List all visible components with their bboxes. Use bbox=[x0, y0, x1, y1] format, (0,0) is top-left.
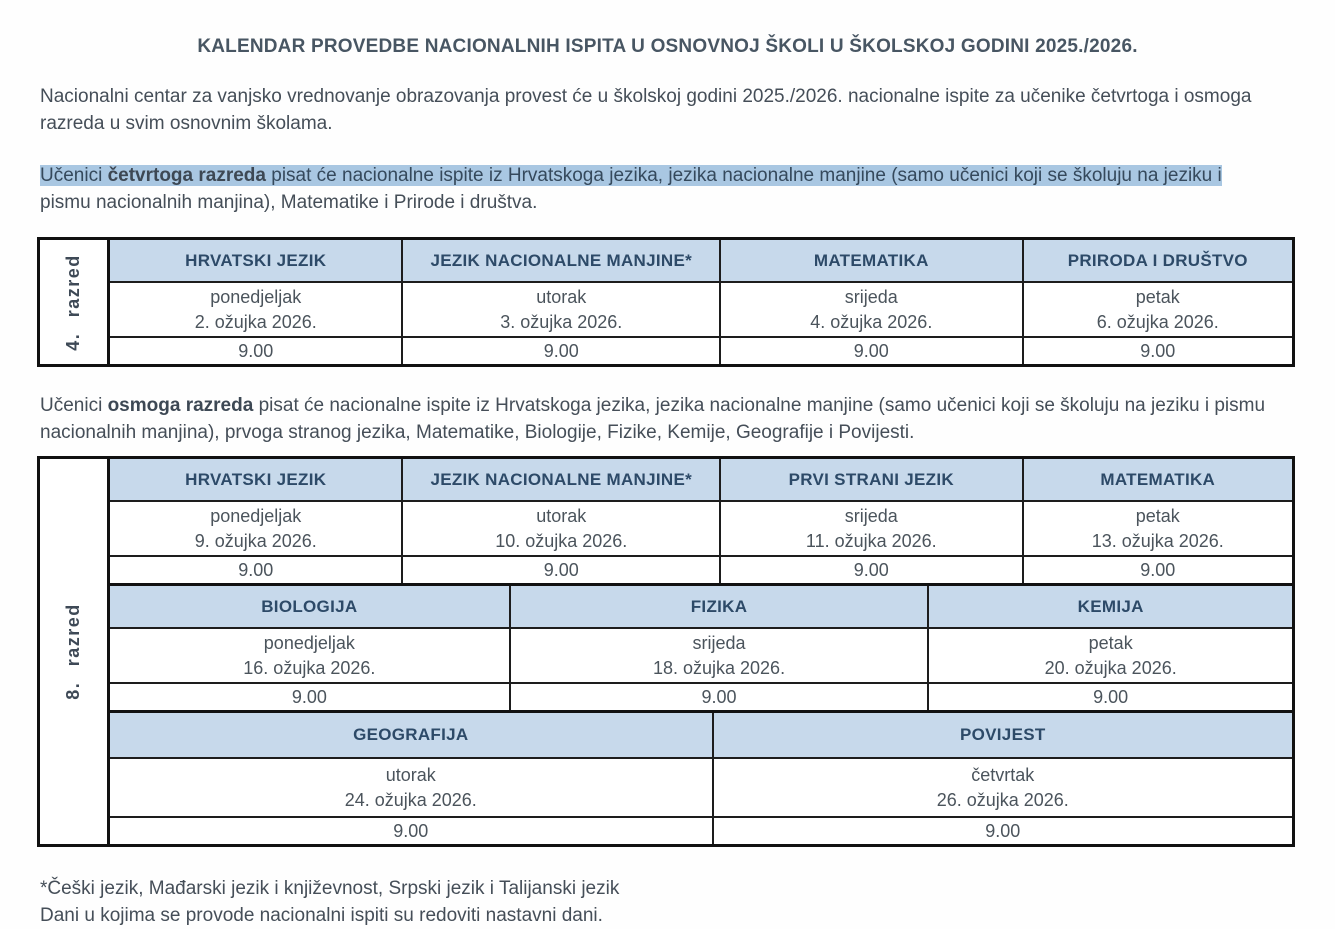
time-cell: 9.00 bbox=[403, 338, 721, 364]
date-label: 26. ožujka 2026. bbox=[936, 789, 1069, 810]
grade4-row-label: 4. razred bbox=[63, 253, 84, 351]
intro-paragraph: Nacionalni centar za vanjsko vrednovanje obrazovanja provest će u školskoj godini 2025./2026. nacionalne ispite za učenike četvrtoga i osmoga razreda u svim osnovnim školama. bbox=[40, 86, 1252, 134]
grade4-time-row bbox=[110, 338, 1292, 364]
grade8-sec3-header-row bbox=[110, 713, 1292, 759]
day-label: ponedjeljak bbox=[210, 505, 302, 526]
day-label: ponedjeljak bbox=[263, 632, 355, 653]
date-label: 10. ožujka 2026. bbox=[495, 530, 628, 551]
grade8-seg3: pisat će nacionalne ispite iz Hrvatskoga jezika, jezika nacionalne manjine (samo učenici koji se školuju na jeziku i pismu nacionalnih manjina), prvoga stranog jezika, Matematike, Biologije, Fizike, Kemije, Geografije i Povijesti. bbox=[40, 395, 1266, 443]
date-label: 24. ožujka 2026. bbox=[344, 789, 477, 810]
time-cell: 9.00 bbox=[1140, 559, 1176, 580]
subject-header-cell: FIZIKA bbox=[511, 586, 930, 627]
subject-header-cell: PRIRODA I DRUŠTVO bbox=[1024, 240, 1292, 281]
page-title: KALENDAR PROVEDBE NACIONALNIH ISPITA U OSNOVNOJ ŠKOLI U ŠKOLSKOJ GODINI 2025./2026. bbox=[197, 36, 1138, 57]
date-cell bbox=[511, 629, 930, 682]
date-label: 9. ožujka 2026. bbox=[194, 530, 317, 551]
subject-header-cell: MATEMATIKA bbox=[1024, 459, 1292, 500]
date-label: 16. ožujka 2026. bbox=[243, 657, 376, 678]
day-label: petak bbox=[1088, 632, 1133, 653]
date-cell bbox=[403, 502, 721, 555]
date-cell bbox=[1024, 502, 1292, 555]
date-label: 11. ožujka 2026. bbox=[805, 530, 937, 551]
day-label: srijeda bbox=[844, 505, 898, 526]
subject-header-cell: HRVATSKI JEZIK bbox=[110, 240, 403, 281]
subject-header-cell: GEOGRAFIJA bbox=[110, 713, 714, 757]
grade8-sec2-header-row bbox=[110, 586, 1292, 629]
subject-header-cell: HRVATSKI JEZIK bbox=[110, 459, 403, 500]
grade4-row-label-cell bbox=[37, 237, 110, 367]
time-cell: 9.00 bbox=[985, 820, 1021, 841]
grade4-seg1: Učenici bbox=[40, 165, 108, 186]
date-cell bbox=[110, 759, 714, 816]
time-cell: 9.00 bbox=[110, 557, 403, 583]
grade8-row-label: 8. razred bbox=[63, 603, 84, 700]
date-label: 20. ožujka 2026. bbox=[1044, 657, 1177, 678]
time-cell: 9.00 bbox=[403, 557, 721, 583]
day-label: srijeda bbox=[844, 286, 898, 307]
footnote-line2: Dani u kojima se provode nacionalni ispiti su redoviti nastavni dani. bbox=[40, 905, 603, 926]
grade8-sec1-time-row bbox=[110, 557, 1292, 586]
time-cell: 9.00 bbox=[110, 338, 403, 364]
grade8-sec3-time-row bbox=[110, 818, 1292, 844]
grade8-table bbox=[37, 456, 1295, 847]
time-cell: 9.00 bbox=[110, 684, 511, 710]
date-cell bbox=[110, 629, 511, 682]
date-label: 4. ožujka 2026. bbox=[810, 311, 933, 332]
time-cell: 9.00 bbox=[1093, 686, 1129, 707]
subject-header-cell: POVIJEST bbox=[714, 713, 1292, 757]
date-label: 13. ožujka 2026. bbox=[1091, 530, 1224, 551]
date-cell bbox=[929, 629, 1292, 682]
subject-header-cell: JEZIK NACIONALNE MANJINE* bbox=[403, 240, 721, 281]
day-label: ponedjeljak bbox=[210, 286, 302, 307]
date-cell bbox=[110, 502, 403, 555]
date-label: 3. ožujka 2026. bbox=[500, 311, 623, 332]
date-label: 6. ožujka 2026. bbox=[1096, 311, 1219, 332]
date-cell bbox=[110, 283, 403, 336]
day-label: utorak bbox=[536, 505, 587, 526]
time-cell: 9.00 bbox=[1140, 340, 1176, 361]
time-cell: 9.00 bbox=[110, 818, 714, 844]
day-label: utorak bbox=[385, 764, 436, 785]
grade8-sec2-date-row bbox=[110, 629, 1292, 684]
date-cell bbox=[721, 502, 1024, 555]
grade4-header-row bbox=[110, 240, 1292, 283]
grade4-seg3: pisat će nacionalne ispite iz Hrvatskoga jezika, jezika nacionalne manjine (samo učenici koji se školuju na jeziku i bbox=[265, 165, 1222, 186]
highlighted-text bbox=[40, 165, 1222, 186]
day-label: petak bbox=[1135, 286, 1180, 307]
grade4-bold: četvrtoga razreda bbox=[107, 165, 266, 186]
footnote-line1: *Češki jezik, Mađarski jezik i književnost, Srpski jezik i Talijanski jezik bbox=[40, 878, 620, 899]
day-label: petak bbox=[1135, 505, 1180, 526]
date-label: 18. ožujka 2026. bbox=[652, 657, 786, 678]
subject-header-cell: JEZIK NACIONALNE MANJINE* bbox=[403, 459, 721, 500]
time-cell: 9.00 bbox=[511, 684, 930, 710]
day-label: četvrtak bbox=[971, 764, 1035, 785]
subject-header-cell: KEMIJA bbox=[929, 586, 1292, 627]
grade4-table bbox=[37, 237, 1295, 367]
subject-header-cell: PRVI STRANI JEZIK bbox=[721, 459, 1024, 500]
grade8-paragraph bbox=[40, 392, 1295, 446]
date-cell bbox=[1024, 283, 1292, 336]
footnote bbox=[40, 875, 1295, 929]
time-cell: 9.00 bbox=[721, 557, 1024, 583]
grade4-seg4: pismu nacionalnih manjina), Matematike i Prirode i društva. bbox=[40, 192, 538, 213]
day-label: utorak bbox=[536, 286, 587, 307]
date-cell bbox=[721, 283, 1024, 336]
grade8-bold: osmoga razreda bbox=[107, 395, 254, 416]
subject-header-cell: MATEMATIKA bbox=[721, 240, 1024, 281]
grade4-table-body bbox=[110, 237, 1295, 367]
grade4-date-row bbox=[110, 283, 1292, 338]
day-label: srijeda bbox=[692, 632, 746, 653]
grade8-row-label-cell bbox=[37, 456, 110, 847]
time-cell: 9.00 bbox=[721, 338, 1024, 364]
grade8-sec2-time-row bbox=[110, 684, 1292, 713]
grade4-paragraph bbox=[40, 162, 1295, 216]
grade8-sec1-header-row bbox=[110, 459, 1292, 502]
date-label: 2. ožujka 2026. bbox=[194, 311, 317, 332]
subject-header-cell: BIOLOGIJA bbox=[110, 586, 511, 627]
grade8-table-body bbox=[110, 456, 1295, 847]
grade8-seg1: Učenici bbox=[40, 395, 108, 416]
date-cell bbox=[403, 283, 721, 336]
date-cell bbox=[714, 759, 1292, 816]
grade8-sec3-date-row bbox=[110, 759, 1292, 818]
grade8-sec1-date-row bbox=[110, 502, 1292, 557]
